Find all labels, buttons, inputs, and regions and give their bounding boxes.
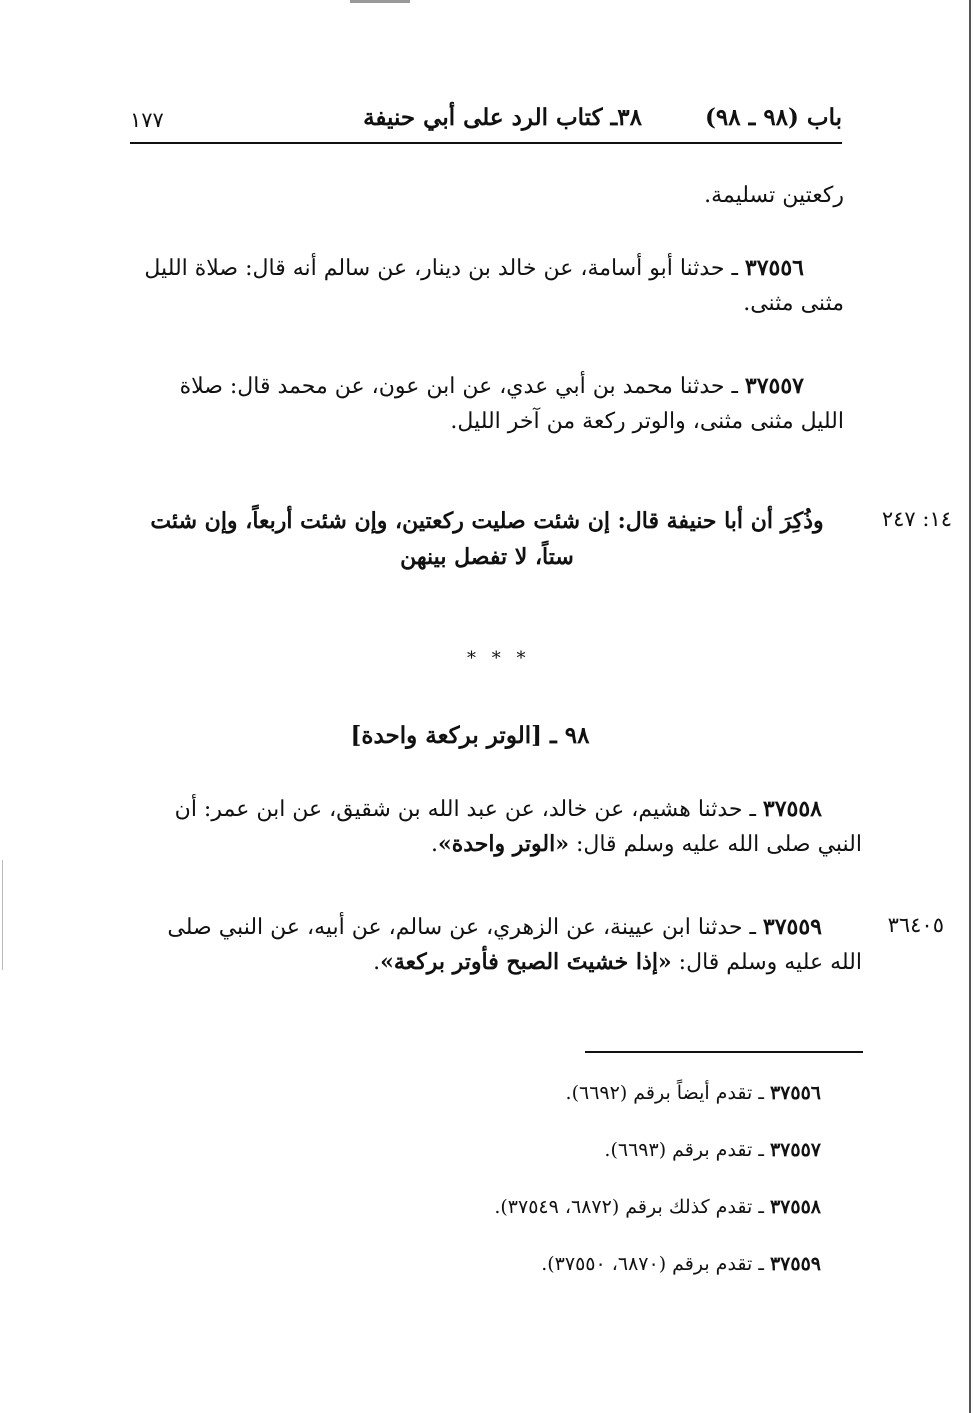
page-header bbox=[130, 96, 842, 144]
hadith-37558 bbox=[132, 792, 862, 862]
scan-edge-right bbox=[969, 0, 971, 1413]
hadith-number: ٣٧٥٥٧ bbox=[744, 373, 804, 399]
hadith-37557 bbox=[130, 369, 844, 439]
footnote bbox=[494, 1196, 821, 1218]
hadith-end: . bbox=[430, 832, 438, 858]
hadith-quote: «الوتر واحدة» bbox=[437, 831, 569, 858]
hadith-number: ٣٧٥٥٦ bbox=[744, 255, 804, 281]
hadith-text: ـ حدثنا محمد بن أبي عدي، عن ابن عون، عن محمد قال: صلاة الليل مثنى مثنى، والوتر ركعة من آخر الليل. bbox=[179, 374, 844, 435]
hadith-37556 bbox=[130, 251, 844, 321]
footnote-number: ٣٧٥٥٦ bbox=[769, 1082, 821, 1104]
margin-reference: ٣٦٤٠٥ bbox=[887, 913, 944, 937]
page-number: ١٧٧ bbox=[130, 108, 164, 132]
hadith-number: ٣٧٥٥٩ bbox=[762, 914, 822, 940]
footnote-separator bbox=[585, 1051, 863, 1053]
margin-reference: ١٤: ٢٤٧ bbox=[881, 507, 952, 531]
footnote bbox=[604, 1139, 821, 1161]
footnote-text: ـ تقدم كذلك برقم (٦٨٧٢، ٣٧٥٤٩). bbox=[494, 1196, 770, 1218]
hadith-end: . bbox=[373, 950, 381, 976]
hadith-quote: «إذا خشيتَ الصبح فأوتر بركعة» bbox=[380, 949, 672, 976]
hadith-37559 bbox=[132, 910, 862, 980]
scan-edge-left bbox=[2, 860, 3, 970]
scan-edge-top bbox=[350, 0, 410, 3]
footnote-text: ـ تقدم برقم (٦٦٩٣). bbox=[604, 1139, 770, 1161]
hadith-text: ـ حدثنا هشيم، عن خالد، عن عبد الله بن شقيق، عن ابن عمر: أن النبي صلى الله عليه وسلم قال: bbox=[174, 797, 862, 858]
footnote-text: ـ تقدم أيضاً برقم (٦٦٩٢). bbox=[565, 1082, 770, 1104]
hadith-number: ٣٧٥٥٨ bbox=[762, 796, 822, 822]
footnote-number: ٣٧٥٥٨ bbox=[769, 1196, 821, 1218]
footnote-number: ٣٧٥٥٧ bbox=[769, 1139, 821, 1161]
continuation-line: ركعتين تسليمة. bbox=[704, 183, 844, 208]
masala-text: وذُكِرَ أن أبا حنيفة قال: إن شئت صليت ركعتين، وإن شئت أربعاً، وإن شئت ستاً، لا تفصل بينهن bbox=[150, 508, 824, 571]
footnote bbox=[541, 1253, 821, 1275]
section-separator: * * * bbox=[467, 648, 531, 669]
footnote-number: ٣٧٥٥٩ bbox=[769, 1253, 821, 1275]
header-chapter: باب (٩٨ ـ ٩٨) bbox=[704, 104, 842, 131]
footnote bbox=[566, 1082, 821, 1104]
hadith-text: ـ حدثنا ابن عيينة، عن الزهري، عن سالم، عن أبيه، عن النبي صلى الله عليه وسلم قال: bbox=[167, 915, 862, 976]
hadith-text: ـ حدثنا أبو أسامة، عن خالد بن دينار، عن سالم أنه قال: صلاة الليل مثنى مثنى. bbox=[144, 256, 844, 317]
footnote-text: ـ تقدم برقم (٦٨٧٠، ٣٧٥٥٠). bbox=[541, 1253, 770, 1275]
header-title: ٣٨ـ كتاب الرد على أبي حنيفة bbox=[363, 104, 642, 131]
chapter-heading: ٩٨ ـ [الوتر بركعة واحدة] bbox=[350, 722, 590, 749]
